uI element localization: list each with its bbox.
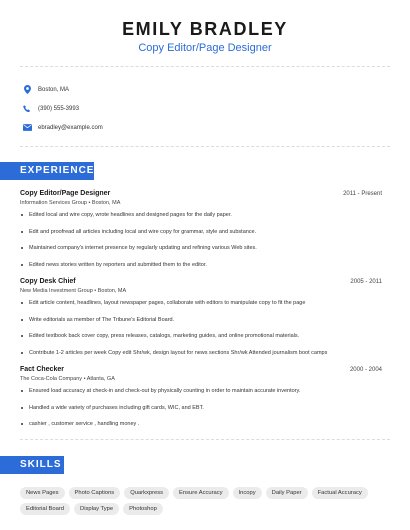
contact-list [22,80,382,137]
bullet-item: Edited news stories written by reporters and submitted them to the editor. [20,261,382,269]
experience-divider [20,439,390,440]
job-dates: 2005 - 2011 [350,279,382,285]
skills-heading: SKILLS [0,456,64,474]
skill-chip: Ensure Accuracy [173,487,229,499]
bullet-item: Handled a wide variety of purchases including gift cards, WIC, and EBT. [20,404,382,412]
skill-chip: Photoshop [123,503,163,515]
job-entry [20,189,382,269]
phone-icon [22,104,32,114]
experience-list [20,189,382,437]
contact-email-text: ebradley@example.com [38,124,103,131]
job-entry [20,277,382,357]
skill-chip: Incopy [233,487,262,499]
job-dates: 2000 - 2004 [349,367,382,373]
experience-heading: EXPERIENCE [0,162,94,180]
bullet-item: Ensured load accuracy at check-in and check-out by physically counting in order to maintain accurate inventory. [20,387,382,395]
contact-location-text: Boston, MA [38,86,70,93]
resume-header [0,18,410,55]
skills-list [20,487,390,519]
bullet-item: cashier , customer service , handling money . [20,420,382,428]
job-organization: Information Services Group • Boston, MA [20,200,121,206]
job-entry [20,365,382,428]
skill-chip: Editorial Board [20,503,70,515]
job-dates: 2011 - Present [343,191,382,197]
bullet-item: Maintained company's internet presence by regularly updating and refining various Web sites. [20,244,382,252]
bullet-item: Edit article content, headlines, layout newspaper pages, collaborate with editors to manipulate copy to fit the page [20,299,382,307]
location-pin-icon [22,85,32,95]
job-bullets [20,299,382,357]
skill-chip: Photo Captions [69,487,121,499]
candidate-name: EMILY BRADLEY [122,19,288,39]
bullet-item: Edited local and wire copy, wrote headlines and designed pages for the daily paper. [20,211,382,219]
job-title: Copy Desk Chief [20,278,76,285]
skill-chip: News Pages [20,487,65,499]
job-bullets [20,387,382,428]
job-organization: The Coca-Cola Company • Atlanta, GA [20,376,115,382]
job-organization: New Media Investment Group • Boston, MA [20,288,127,294]
bullet-item: Edited textbook back cover copy, press releases, catalogs, marketing guides, and online promotional materials. [20,332,382,340]
skill-chip: Factual Accuracy [312,487,368,499]
contact-email[interactable] [22,118,382,137]
contact-location [22,80,382,99]
skill-chip: Display Type [74,503,119,515]
skill-chip: Daily Paper [266,487,308,499]
contact-divider [20,146,390,147]
job-title: Copy Editor/Page Designer [20,190,111,197]
skill-chip: Quarkxpress [124,487,169,499]
header-divider [20,66,390,67]
candidate-title: Copy Editor/Page Designer [138,42,272,54]
bullet-item: Write editorials as member of The Tribune's Editorial Board. [20,316,382,324]
bullet-item: Contribute 1-2 articles per week Copy edit Shr/wk, design layout for news sections Shr/wk Attended journalism boot camps [20,349,382,357]
job-title: Fact Checker [20,366,64,373]
contact-phone[interactable] [22,99,382,118]
contact-phone-text: (390) 555-3993 [38,105,80,112]
job-bullets [20,211,382,269]
bullet-item: Edit and proofread all articles including local and wire copy for grammar, style and substance. [20,228,382,236]
email-icon [22,123,32,133]
